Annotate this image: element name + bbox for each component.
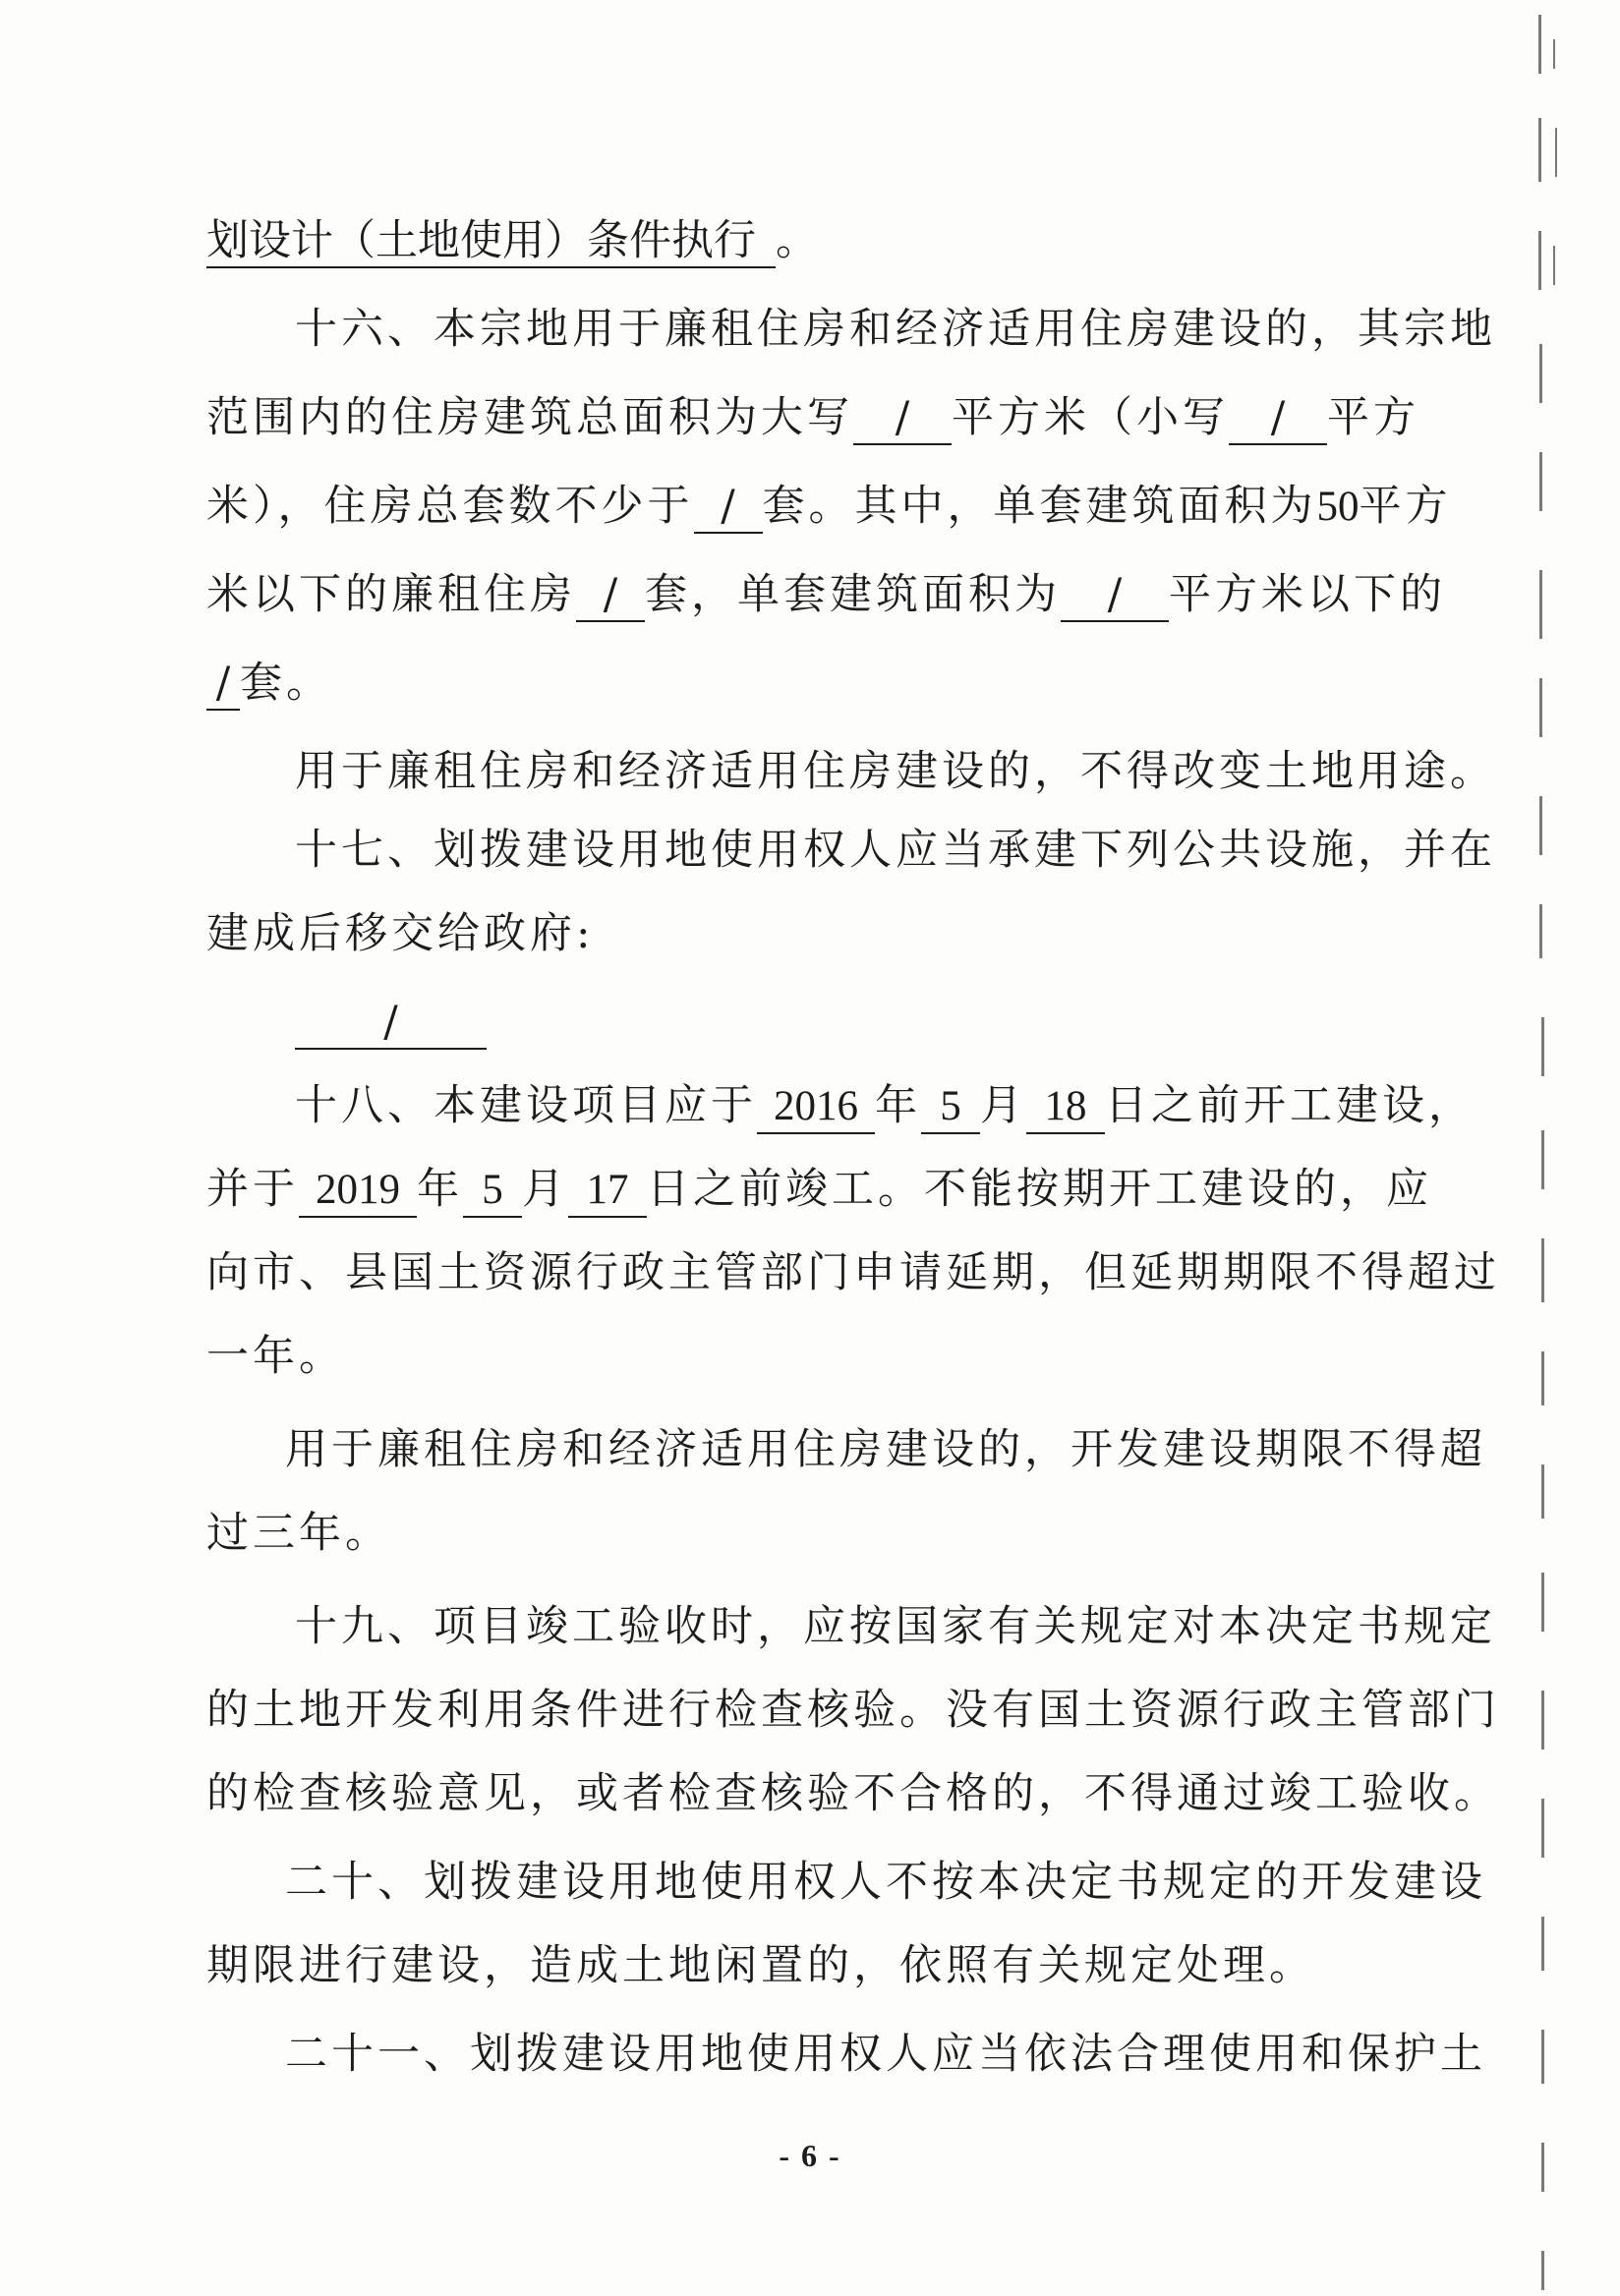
clause-16-note: 用于廉租住房和经济适用住房建设的，不得改变土地用途。 [295,747,1496,796]
continuation-line: 划设计（土地使用）条件执行 。 [206,211,1347,270]
clause-21-line-1: 二十一、划拨建设用地使用权人应当依法合理使用和保护土 [285,2030,1486,2079]
end-month: 5 [463,1165,522,1218]
end-year: 2019 [299,1165,417,1218]
clause-18-note-line-2: 过三年。 [206,1509,391,1558]
clause-19-line-1: 十九、项目竣工验收时，应按国家有关规定对本决定书规定 [295,1602,1496,1651]
end-day: 17 [568,1165,647,1218]
clause-16-line-4: 米以下的廉租住房 / 套，单套建筑面积为 / 平方米以下的 [206,565,1347,624]
page-number: - 6 - [779,2138,841,2173]
start-day: 18 [1026,1081,1105,1134]
low-rent-units-value: / [576,569,645,622]
clause-16-line-1: 十六、本宗地用于廉租住房和经济适用住房建设的，其宗地 [295,305,1496,354]
clause-17-facilities [295,993,1435,1052]
clause-17-line-1: 十七、划拨建设用地使用权人应当承建下列公共设施，并在 [295,826,1496,875]
planning-condition-text: 划设计（土地使用）条件执行 [206,215,776,268]
clause-20-line-2: 期限进行建设，造成土地闲置的，依照有关规定处理。 [206,1941,1315,1990]
clause-19-line-3: 的检查核验意见，或者检查核验不合格的，不得通过竣工验收。 [206,1769,1500,1818]
clause-18-line-4: 一年。 [206,1332,345,1381]
total-units-value: / [694,481,763,534]
clause-16-line-5: / 套。 [206,654,1347,713]
clause-18-line-2: 并于 2019 年 5 月 17 日之前竣工。不能按期开工建设的，应 [206,1160,1347,1219]
binding-marks [1533,0,1620,2296]
start-month: 5 [921,1081,980,1134]
clause-18-line-3: 向市、县国土资源行政主管部门申请延期，但延期期限不得超过 [206,1248,1500,1297]
clause-19-line-2: 的土地开发利用条件进行检查核验。没有国土资源行政主管部门 [206,1686,1500,1735]
clause-18-note-line-1: 用于廉租住房和经济适用住房建设的，开发建设期限不得超 [285,1425,1486,1474]
clause-18-line-1: 十八、本建设项目应于 2016 年 5 月 18 日之前开工建设， [295,1076,1435,1135]
clause-20-line-1: 二十、划拨建设用地使用权人不按本决定书规定的开发建设 [285,1858,1486,1907]
clause-16-line-3: 米），住房总套数不少于 / 套。其中，单套建筑面积为50平方 [206,477,1347,537]
start-year: 2016 [757,1081,875,1134]
clause-17-line-2: 建成后移交给政府: [206,909,595,958]
unit-area-limit-value: / [1061,569,1169,622]
public-facilities-value: / [295,997,487,1050]
total-area-uppercase-value: / [853,392,952,445]
affordable-units-value: / [206,658,240,711]
clause-16-line-2: 范围内的住房建筑总面积为大写 / 平方米（小写 / 平方 [206,388,1347,447]
total-area-lowercase-value: / [1229,392,1327,445]
